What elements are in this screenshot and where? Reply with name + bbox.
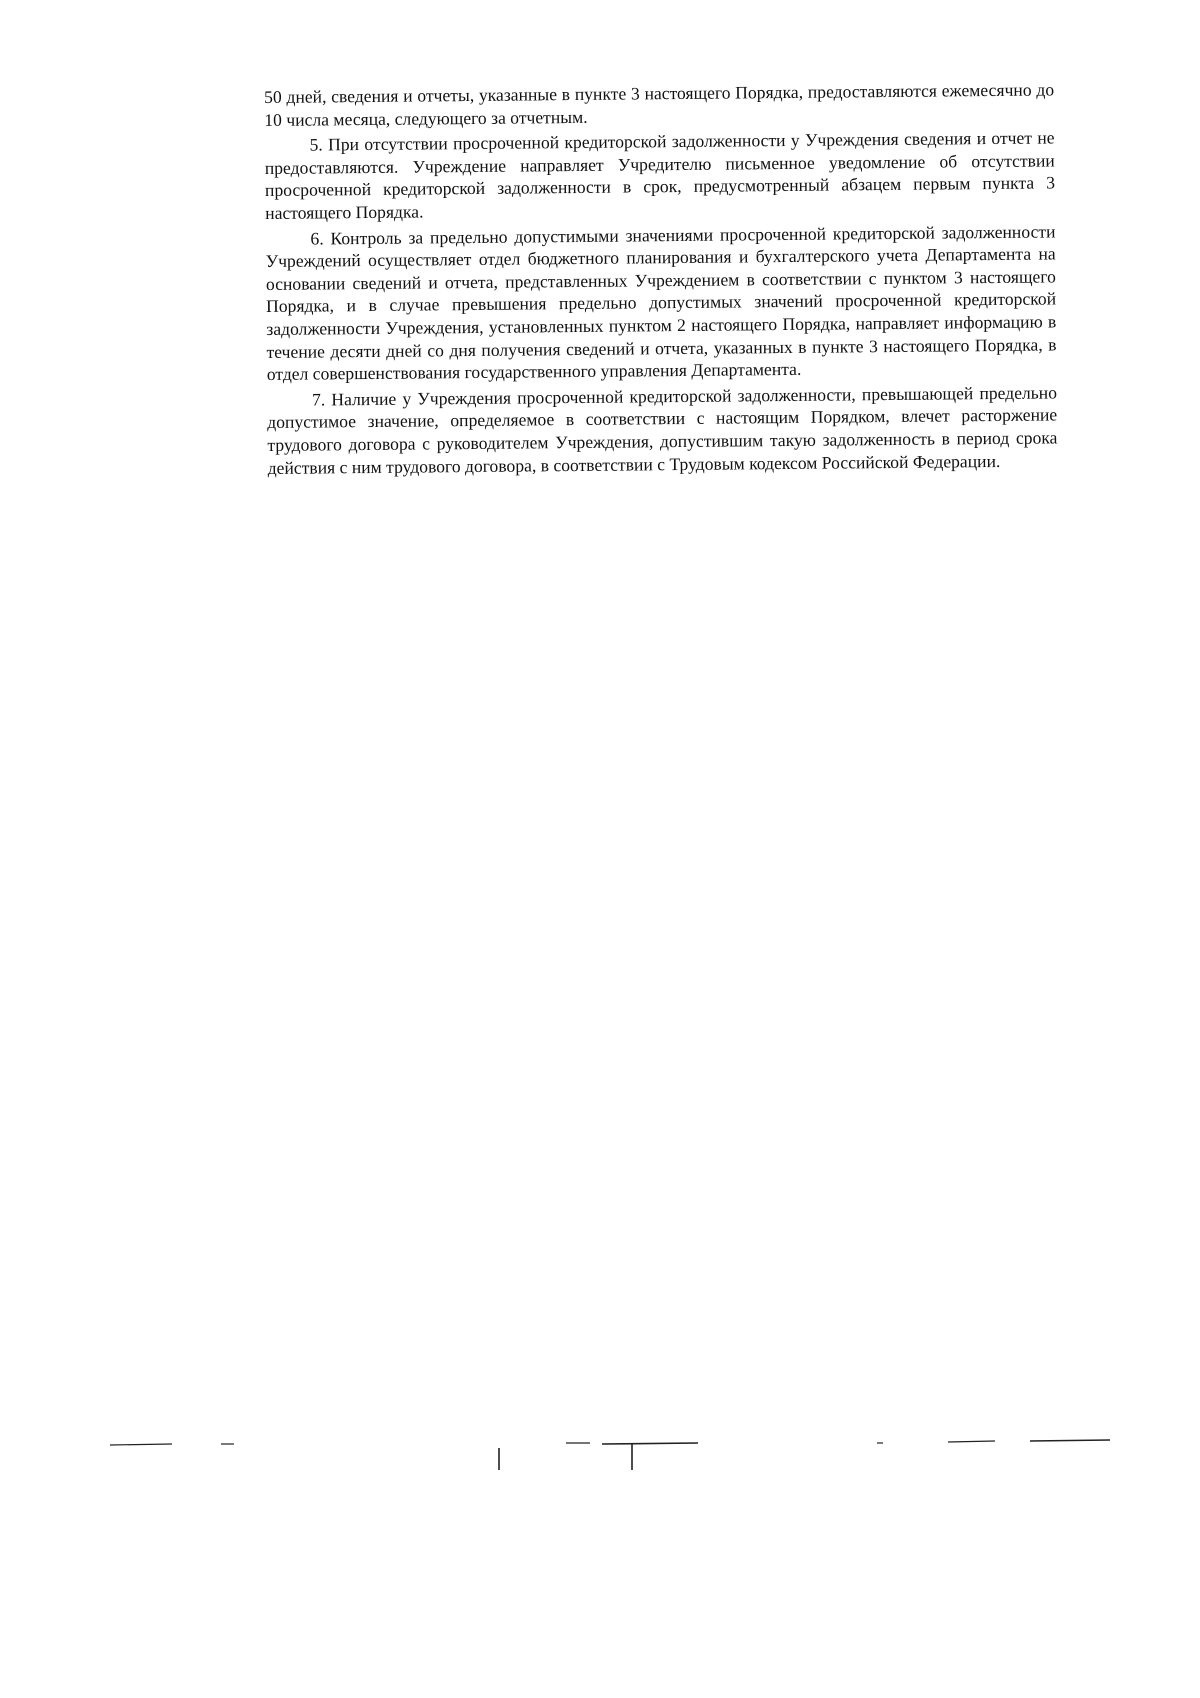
scan-mark-line [1030, 1440, 1110, 1441]
paragraph-continuation: 50 дней, сведения и отчеты, указанные в пункте 3 настоящего Порядка, предоставляются ежемесячно до 10 числа месяца, следующего за отчетным. [264, 79, 1055, 130]
scan-mark-line [602, 1443, 698, 1444]
paragraph-item-7: 7. Наличие у Учреждения просроченной кредиторской задолженности, превышающей предельно допустимое значение, определяемое в соответствии с настоящим Порядком, влечет расторжение трудового договора с руководителем Учреждения, допустившим такую задолженность в период срока действия с ним трудового договора, в соответствии с Трудовым кодексом Российской Федерации. [267, 382, 1058, 478]
document-body [264, 78, 1058, 482]
paragraph-item-6: 6. Контроль за предельно допустимыми значениями просроченной кредиторской задолженности Учреждений осуществляет отдел бюджетного планирования и бухгалтерского учета Департамента на основании сведений и отчета, представленных Учреждением в соответствии с пунктом 3 настоящего Порядка, и в случае превышения предельно допустимых значений просроченной кредиторской задолженности Учреждения, установленных пунктом 2 настоящего Порядка, направляет информацию в течение десяти дней со дня получения сведений и отчета, указанных в пункте 3 настоящего Порядка, в отдел совершенствования государственного управления Департамента. [265, 220, 1057, 385]
paragraph-item-5: 5. При отсутствии просроченной кредиторской задолженности у Учреждения сведения и отчет не предоставляются. Учреждение направляет Учредителю письменное уведомление об отсутствии просроченной кредиторской задолженности в срок, предусмотренный абзацем первым пункта 3 настоящего Порядка. [264, 127, 1056, 223]
scan-mark-line [110, 1444, 172, 1445]
scan-mark-line [948, 1441, 995, 1442]
